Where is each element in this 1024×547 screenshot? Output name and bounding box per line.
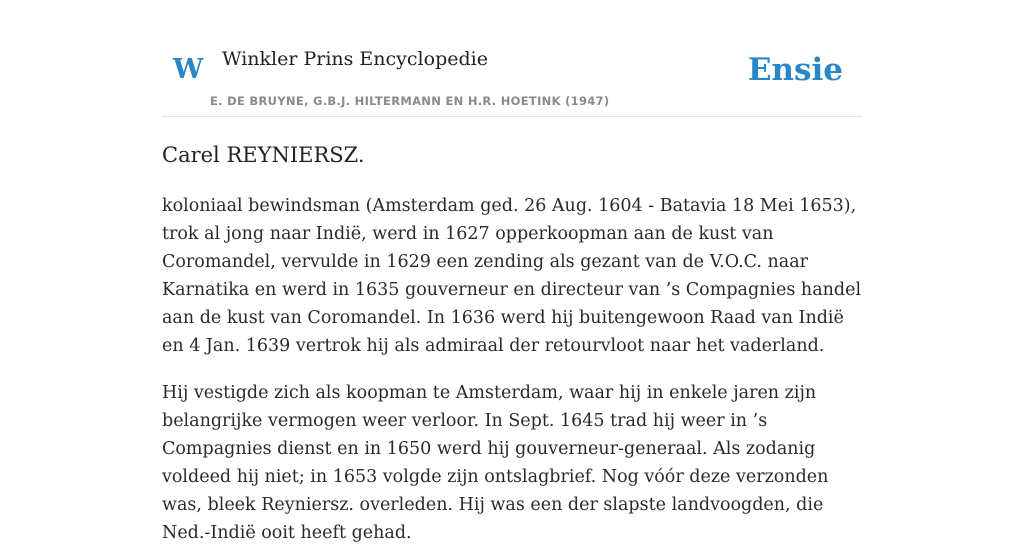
- site-title-link[interactable]: Winkler Prins Encyclopedie: [222, 48, 488, 70]
- winkler-prins-logo[interactable]: W: [173, 54, 204, 85]
- ensie-logo-link[interactable]: Ensie: [747, 52, 843, 88]
- authors-line: E. DE BRUYNE, G.B.J. HILTERMANN EN H.R. HOETINK (1947): [210, 94, 610, 108]
- article-title: Carel REYNIERSZ.: [162, 143, 365, 167]
- site-header: [162, 0, 862, 117]
- article-paragraph-2: Hij vestigde zich als koopman te Amsterdam, waar hij in enkele jaren zijn belangrijke vermogen weer verloor. In Sept. 1645 trad hij weer in ’s Compagnies dienst en in 1650 werd hij gouverneur-generaal. Als zodanig voldeed hij niet; in 1653 volgde zijn ontslagbrief. Nog vóór deze verzonden was, bleek Reyniersz. overleden. Hij was een der slapste landvoogden, die Ned.-Indië ooit heeft gehad.: [162, 383, 829, 543]
- article-paragraph-1: koloniaal bewindsman (Amsterdam ged. 26 Aug. 1604 - Batavia 18 Mei 1653), trok al jong naar Indië, werd in 1627 opperkoopman aan de kust van Coromandel, vervulde in 1629 een zending als gezant van de V.O.C. naar Karnatika en werd in 1635 gouverneur en directeur van ’s Compagnies handel aan de kust van Coromandel. In 1636 werd hij buitengewoon Raad van Indië en 4 Jan. 1639 vertrok hij als admiraal der retourvloot naar het vaderland.: [162, 196, 862, 356]
